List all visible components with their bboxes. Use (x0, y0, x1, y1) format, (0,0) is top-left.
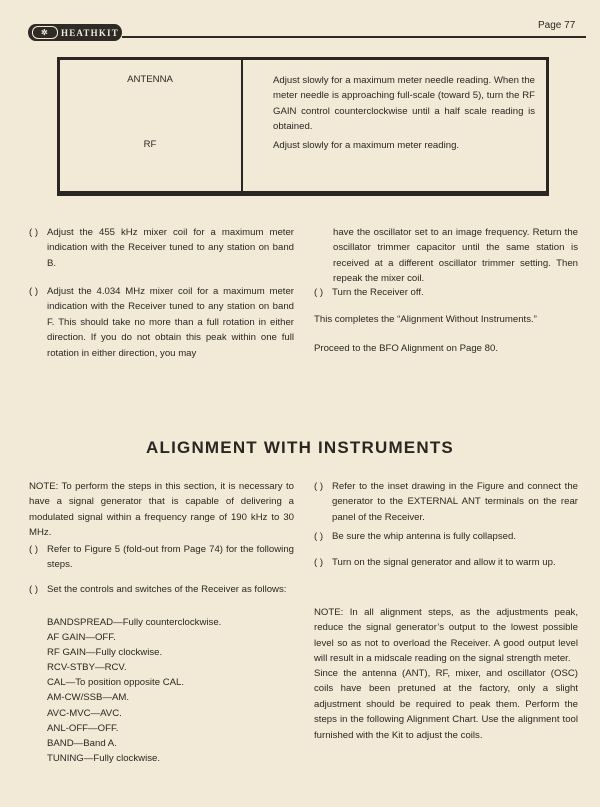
section-title: ALIGNMENT WITH INSTRUMENTS (146, 438, 454, 457)
logo-emblem-icon: ✲ (32, 26, 58, 39)
step-text: Turn the Receiver off. (332, 287, 424, 298)
step-connect-generator (314, 479, 578, 525)
control-setting: RF GAIN—Fully clockwise. (47, 647, 163, 659)
heathkit-logo (28, 24, 122, 41)
checkbox[interactable]: ( ) (29, 286, 39, 297)
adjustment-table (57, 57, 549, 196)
proceed-text: Proceed to the BFO Alignment on Page 80. (314, 343, 498, 354)
step-continued: have the oscillator set to an image frequency. Return the oscillator trimmer capacitor until the same station is received at a different oscillator trimmer setting. Then repeak the mixer coil. (333, 227, 578, 285)
control-setting: RCV-STBY—RCV. (47, 662, 127, 674)
step-refer-figure (29, 542, 294, 573)
checkbox[interactable]: ( ) (29, 227, 39, 238)
step-text: Refer to Figure 5 (fold-out from Page 74) for the following steps. (47, 544, 294, 571)
checkbox[interactable]: ( ) (314, 481, 324, 492)
table-divider (241, 60, 243, 191)
page-number: Page 77 (538, 20, 576, 31)
control-setting: AVC-MVC—AVC. (47, 707, 122, 719)
completes-text: This completes the “Alignment Without Instruments.” (314, 314, 537, 325)
step-text: Be sure the whip antenna is fully collapsed. (332, 531, 516, 542)
table-label-rf: RF (143, 139, 157, 150)
note-signal-generator: NOTE: To perform the steps in this section, it is necessary to have a signal generator that is capable of delivering a modulated signal within a frequency range of 190 kHz to 30 MHz. (29, 481, 294, 539)
table-text-rf: Adjust slowly for a maximum meter reading. (273, 140, 460, 151)
logo-text: HEATHKIT (61, 27, 119, 38)
step-text: Set the controls and switches of the Receiver as follows: (47, 584, 287, 595)
control-setting: BANDSPREAD—Fully counterclockwise. (47, 617, 222, 628)
step-generator-on (314, 555, 584, 570)
header-rule (122, 36, 586, 38)
checkbox[interactable]: ( ) (29, 584, 39, 595)
table-text-antenna: Adjust slowly for a maximum meter needle reading. When the meter needle is approaching full-scale (toward 5), turn the RF GAIN control counterclockwise until a half scale reading is obtained. (273, 75, 535, 133)
step-455khz-mixer (29, 225, 294, 271)
step-text: Adjust the 455 kHz mixer coil for a maximum meter indication with the Receiver tuned to any station on band B. (47, 227, 294, 269)
step-whip-antenna (314, 529, 578, 544)
control-setting: AM-CW/SSB—AM. (47, 692, 130, 704)
step-4034mhz-mixer (29, 284, 294, 361)
checkbox[interactable]: ( ) (314, 557, 324, 568)
control-setting: TUNING—Fully clockwise. (47, 752, 161, 764)
checkbox[interactable]: ( ) (314, 531, 324, 542)
control-setting: AF GAIN—OFF. (47, 632, 116, 644)
checkbox[interactable]: ( ) (314, 287, 324, 298)
step-set-controls (29, 582, 294, 597)
control-setting: BAND—Band A. (47, 737, 117, 749)
checkbox[interactable]: ( ) (29, 544, 39, 555)
control-setting: CAL—To position opposite CAL. (47, 677, 185, 689)
step-text: Adjust the 4.034 MHz mixer coil for a maximum meter indication with the Receiver tuned to any station on band F. This should take no more than a full rotation in either direction. If you do not obtain this peak within one full rotation in either direction, you may (47, 286, 294, 359)
pretuned-coils-text: Since the antenna (ANT), RF, mixer, and oscillator (OSC) coils have been pretuned at the factory, only a slight adjustment should be required to peak them. Perform the steps in the following Alignment Chart. Use the alignment tool furnished with the Kit to adjust the coils. (314, 668, 578, 741)
control-setting: ANL-OFF—OFF. (47, 722, 119, 734)
step-receiver-off (314, 285, 578, 300)
step-text: Refer to the inset drawing in the Figure and connect the generator to the EXTERNAL ANT terminals on the rear panel of the Receiver. (332, 481, 578, 523)
note-adjustments: NOTE: In all alignment steps, as the adjustments peak, reduce the signal generator’s output to the lowest possible level so as not to overload the Receiver. A good output level will result in a midscale reading on the signal strength meter. (314, 607, 578, 665)
step-text: Turn on the signal generator and allow it to warm up. (332, 557, 556, 568)
table-label-antenna: ANTENNA (127, 74, 173, 85)
controls-list (47, 615, 297, 766)
